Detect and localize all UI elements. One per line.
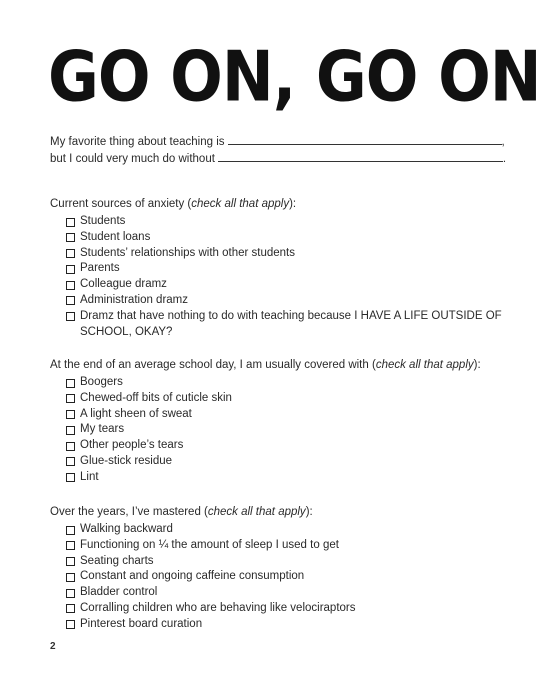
checklist-item-label: Students’ relationships with other students bbox=[80, 246, 296, 259]
checkbox[interactable] bbox=[66, 557, 75, 566]
checklist-item bbox=[66, 293, 520, 309]
checkbox[interactable] bbox=[66, 526, 75, 535]
checklist-item bbox=[66, 585, 520, 601]
checklist-item bbox=[66, 261, 520, 277]
covered-with-checklist bbox=[50, 375, 520, 486]
checklist-item-label: Boogers bbox=[80, 376, 123, 388]
checkbox[interactable] bbox=[66, 218, 75, 227]
checklist-item bbox=[66, 375, 520, 391]
checklist-item-label: Lint bbox=[80, 470, 99, 483]
checklist-item bbox=[66, 422, 520, 438]
anxiety-prompt-instruction: check all that apply bbox=[191, 198, 290, 210]
favorite-blank-line[interactable] bbox=[228, 134, 502, 145]
fill-in-line-without bbox=[50, 151, 506, 168]
checkbox[interactable] bbox=[66, 426, 75, 435]
checkbox[interactable] bbox=[66, 312, 75, 321]
checklist-item-label: Functioning on ¼ the amount of sleep I used to get bbox=[80, 538, 339, 551]
checklist-item-label: My tears bbox=[80, 423, 125, 436]
mastered-checklist bbox=[50, 522, 520, 633]
checklist-item-label: Constant and ongoing caffeine consumption bbox=[80, 570, 305, 583]
anxiety-section bbox=[50, 196, 520, 340]
checklist-item bbox=[66, 277, 520, 293]
checklist-item bbox=[66, 309, 520, 341]
checkbox[interactable] bbox=[66, 620, 75, 629]
checkbox[interactable] bbox=[66, 442, 75, 451]
page-title: GO ON, GO ON bbox=[48, 35, 541, 118]
checkbox[interactable] bbox=[66, 573, 75, 582]
fill-in-prompt-favorite: My favorite thing about teaching is bbox=[50, 136, 225, 148]
checkbox[interactable] bbox=[66, 249, 75, 258]
checkbox[interactable] bbox=[66, 410, 75, 419]
checkbox[interactable] bbox=[66, 296, 75, 305]
anxiety-prompt-end: ): bbox=[289, 198, 297, 210]
checkbox[interactable] bbox=[66, 233, 75, 242]
checklist-item-label: Walking backward bbox=[80, 523, 173, 535]
checklist-item-label: A light sheen of sweat bbox=[80, 407, 192, 420]
checklist-item bbox=[66, 454, 520, 470]
checklist-item bbox=[66, 438, 520, 454]
checklist-item bbox=[66, 569, 520, 585]
checklist-item bbox=[66, 522, 520, 538]
covered-with-prompt-end: ): bbox=[473, 359, 481, 371]
checklist-item bbox=[66, 391, 520, 407]
checklist-item bbox=[66, 407, 520, 423]
checkbox[interactable] bbox=[66, 457, 75, 466]
checklist-item bbox=[66, 470, 520, 486]
checklist-item bbox=[66, 554, 520, 570]
mastered-prompt-text: Over the years, I’ve mastered ( bbox=[50, 506, 208, 518]
anxiety-checklist bbox=[50, 214, 520, 340]
checklist-item bbox=[66, 538, 520, 554]
mastered-prompt-instruction: check all that apply bbox=[207, 506, 306, 518]
mastered-section bbox=[50, 504, 520, 633]
checklist-item-label: Students bbox=[80, 215, 126, 227]
page-number: 2 bbox=[50, 641, 56, 652]
checklist-item-label: Student loans bbox=[80, 230, 151, 243]
checklist-item bbox=[66, 617, 520, 633]
checklist-item bbox=[66, 214, 520, 230]
checklist-item bbox=[66, 246, 520, 262]
fill-in-line-favorite bbox=[50, 134, 506, 151]
checklist-item-label: Chewed-off bits of cuticle skin bbox=[80, 391, 232, 404]
checklist-item-label: Parents bbox=[80, 262, 120, 275]
checkbox[interactable] bbox=[66, 589, 75, 598]
checklist-item-label: Dramz that have nothing to do with teaching because I HAVE A LIFE OUTSIDE OF SCHOOL, OKAY? bbox=[80, 309, 502, 338]
checkbox[interactable] bbox=[66, 473, 75, 482]
checklist-item-label: Corralling children who are behaving like velociraptors bbox=[80, 601, 356, 614]
checklist-item-label: Colleague dramz bbox=[80, 278, 167, 291]
checkbox[interactable] bbox=[66, 379, 75, 388]
checkbox[interactable] bbox=[66, 541, 75, 550]
anxiety-prompt bbox=[50, 196, 520, 212]
checklist-item-label: Pinterest board curation bbox=[80, 617, 203, 630]
checklist-item-label: Seating charts bbox=[80, 554, 154, 567]
without-blank-line[interactable] bbox=[218, 151, 503, 162]
covered-with-section bbox=[50, 357, 520, 486]
checklist-item-label: Bladder control bbox=[80, 586, 158, 599]
checkbox[interactable] bbox=[66, 281, 75, 290]
mastered-prompt-end: ): bbox=[305, 506, 313, 518]
covered-with-prompt-instruction: check all that apply bbox=[375, 359, 474, 371]
checklist-item bbox=[66, 230, 520, 246]
fill-in-sentences bbox=[50, 134, 506, 168]
checkbox[interactable] bbox=[66, 265, 75, 274]
checkbox[interactable] bbox=[66, 394, 75, 403]
mastered-prompt bbox=[50, 504, 520, 520]
checklist-item-label: Other people’s tears bbox=[80, 439, 184, 452]
checklist-item-label: Glue-stick residue bbox=[80, 454, 173, 467]
covered-with-prompt-text: At the end of an average school day, I am usually covered with ( bbox=[50, 359, 376, 371]
fill-in-end-comma: , bbox=[501, 136, 505, 148]
checklist-item-label: Administration dramz bbox=[80, 293, 189, 306]
fill-in-prompt-without: but I could very much do without bbox=[50, 153, 215, 165]
anxiety-prompt-text: Current sources of anxiety ( bbox=[50, 198, 192, 210]
covered-with-prompt bbox=[50, 357, 520, 373]
checklist-item bbox=[66, 601, 520, 617]
fill-in-end-period: . bbox=[502, 153, 507, 165]
checkbox[interactable] bbox=[66, 604, 75, 613]
